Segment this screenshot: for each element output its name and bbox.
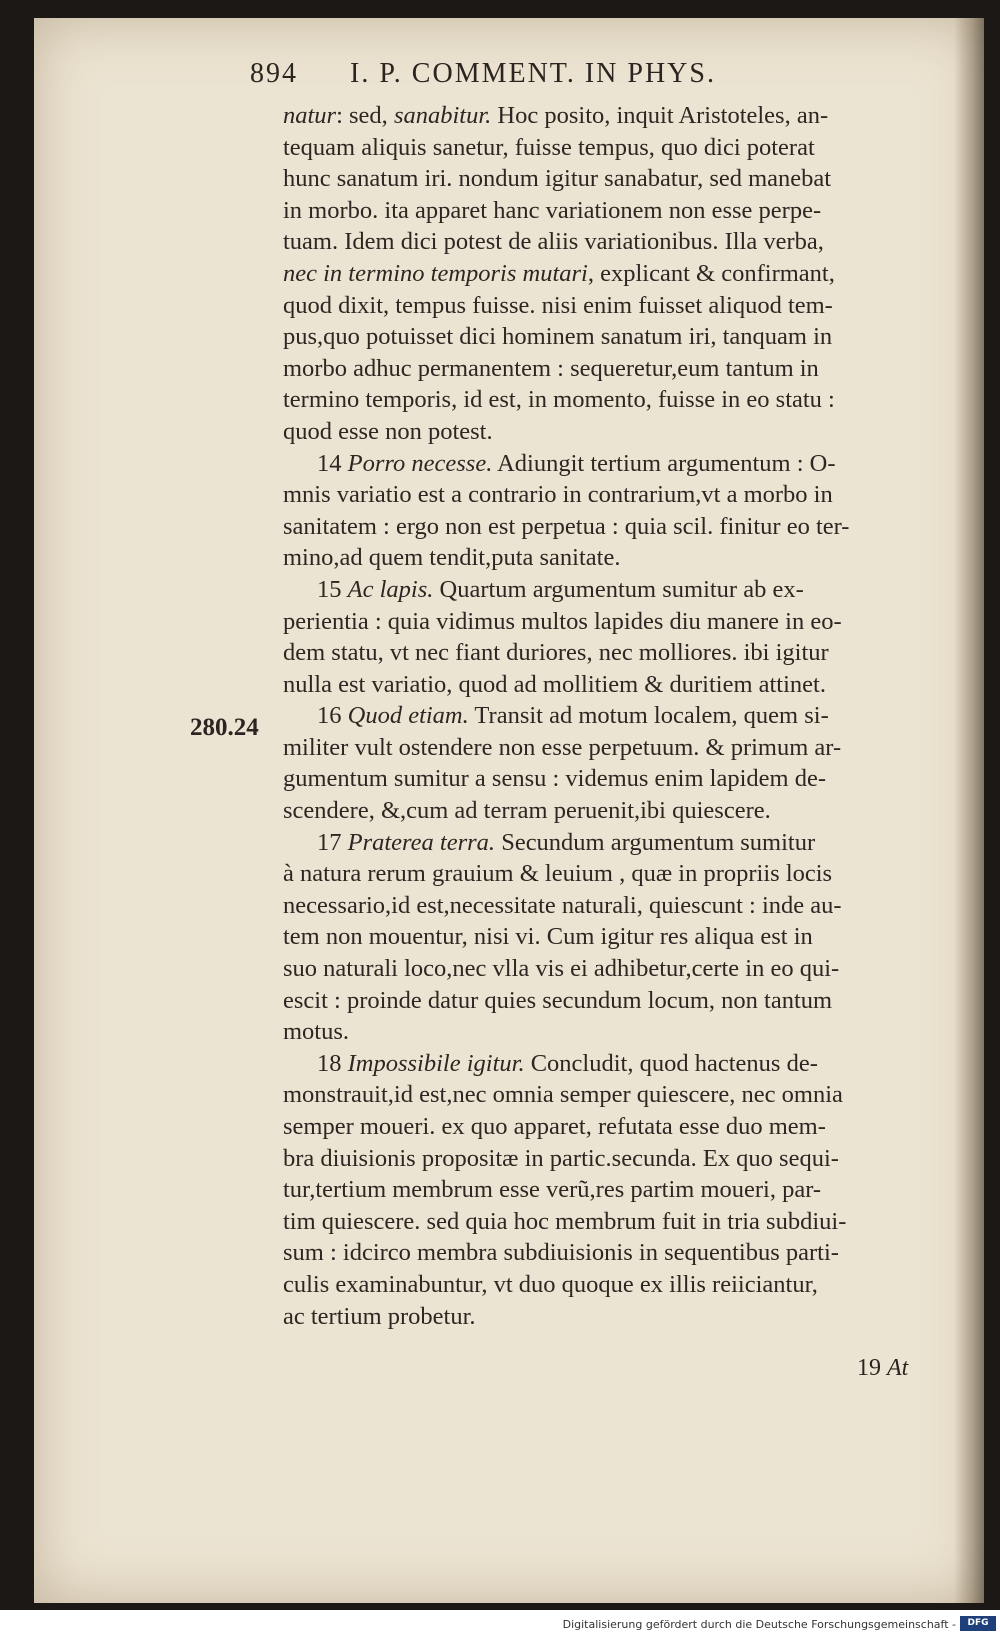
text-line: [283, 953, 928, 985]
text-line: [283, 827, 928, 859]
line-text: tem non mouentur, nisi vi. Cum igitur res aliqua est in: [283, 923, 813, 951]
line-text: dem statu, vt nec fiant duriores, nec molliores. ibi igitur: [283, 639, 829, 667]
line-text: militer vult ostendere non esse perpetuum. & primum ar-: [283, 733, 842, 761]
line-text: tur,tertium membrum esse verũ,res partim moueri, par-: [283, 1176, 822, 1204]
line-text: escit : proinde datur quies secundum locum, non tantum: [283, 986, 833, 1014]
text-line: [283, 763, 928, 795]
paragraph-number: 18: [317, 1049, 342, 1077]
lemma: Porro necesse.: [347, 449, 493, 477]
line-text: sum : idcirco membra subdiuisionis in sequentibus parti-: [283, 1239, 839, 1267]
text-line: [283, 1048, 928, 1080]
text-line: [283, 479, 928, 511]
text-line: [283, 163, 928, 195]
text-line: [283, 1301, 928, 1333]
line-text: quod esse non potest.: [283, 417, 493, 445]
line-text: quod dixit, tempus fuisse. nisi enim fuisset aliquod tem-: [283, 291, 833, 319]
lemma: nec in termino temporis mutari: [283, 259, 588, 287]
text-line: [283, 732, 928, 764]
running-title: I. P. COMMENT. IN PHYS.: [350, 58, 716, 89]
line-text: , explicant & confirmant,: [587, 259, 835, 287]
text-line: [283, 353, 928, 385]
line-text: gumentum sumitur a sensu : videmus enim lapidem de-: [283, 765, 826, 793]
line-text: morbo adhuc permanentem : sequeretur,eum tantum in: [283, 354, 819, 382]
line-text: Secundum argumentum sumitur: [495, 828, 816, 856]
text-line: [283, 1079, 928, 1111]
text-line: [283, 100, 928, 132]
line-text: in morbo. ita apparet hanc variationem non esse perpe-: [283, 196, 822, 224]
text-line: [283, 858, 928, 890]
catchword-number: 19: [857, 1355, 881, 1381]
text-line: [283, 416, 928, 448]
paragraph-number: 15: [317, 575, 342, 603]
line-text: perientia : quia vidimus multos lapides diu manere in eo-: [283, 607, 842, 635]
line-text: culis examinabuntur, vt duo quoque ex illis reiiciantur,: [283, 1270, 818, 1298]
paragraph-number: 17: [317, 828, 342, 856]
text-line: [283, 258, 928, 290]
dfg-logo: DFG: [960, 1616, 996, 1631]
page-number: 894: [250, 58, 298, 89]
text-line: [283, 195, 928, 227]
text-line: [283, 1174, 928, 1206]
paragraph-number: 14: [317, 449, 342, 477]
text-line: [283, 795, 928, 827]
line-text: scendere, &,cum ad terram peruenit,ibi quiescere.: [283, 797, 771, 825]
line-text: semper moueri. ex quo apparet, refutata esse duo mem-: [283, 1113, 826, 1140]
text-line: [283, 1269, 928, 1301]
line-text: tim quiescere. sed quia hoc membrum fuit in tria subdiui-: [283, 1207, 847, 1235]
lemma: Ac lapis.: [347, 575, 434, 603]
lemma: natur: [283, 102, 337, 129]
text-line: [283, 985, 928, 1017]
text-line: [283, 921, 928, 953]
text-line: [283, 290, 928, 322]
line-text: Quartum argumentum sumitur ab ex-: [433, 575, 804, 603]
line-text: à natura rerum grauium & leuium , quæ in propriis locis: [283, 860, 833, 888]
catchword: [857, 1355, 908, 1382]
text-line: [283, 1206, 928, 1238]
text-line: [283, 700, 928, 732]
line-text: mnis variatio est a contrario in contrarium,vt a morbo in: [283, 481, 833, 509]
digitization-credit: Digitalisierung gefördert durch die Deutsche Forschungsgemeinschaft -: [562, 1618, 956, 1631]
line-text: pus,quo potuisset dici hominem sanatum iri, tanquam in: [283, 323, 833, 351]
text-line: [283, 574, 928, 606]
line-text: tequam aliquis sanetur, fuisse tempus, quo dici poterat: [283, 133, 815, 161]
lemma: Impossibile igitur.: [347, 1049, 525, 1077]
line-text: Adiungit tertium argumentum : O-: [492, 449, 836, 477]
text-line: [283, 1016, 928, 1048]
line-text: sanitatem : ergo non est perpetua : quia scil. finitur eo ter-: [283, 512, 850, 540]
line-text: : sed,: [336, 102, 394, 129]
page-header: [250, 58, 870, 94]
line-text: hunc sanatum iri. nondum igitur sanabatur, sed manebat: [283, 165, 832, 193]
margin-reference: 280.24: [190, 714, 259, 741]
line-text: mino,ad quem tendit,puta sanitate.: [283, 544, 621, 572]
line-text: tuam. Idem dici potest de aliis variationibus. Illa verba,: [283, 228, 824, 256]
text-line: [283, 890, 928, 922]
lemma: sanabitur.: [393, 102, 492, 129]
text-line: [283, 542, 928, 574]
line-text: motus.: [283, 1018, 350, 1046]
line-text: suo naturali loco,nec vlla vis ei adhibetur,certe in eo qui-: [283, 955, 840, 983]
line-text: Transit ad motum localem, quem si-: [468, 702, 829, 730]
text-line: [283, 637, 928, 669]
paragraph-number: 16: [317, 702, 342, 730]
commentary-text: [283, 100, 928, 1332]
line-text: bra diuisionis propositæ in partic.secunda. Ex quo sequi-: [283, 1144, 839, 1172]
text-line: [283, 384, 928, 416]
line-text: termino temporis, id est, in momento, fuisse in eo statu :: [283, 386, 835, 414]
line-text: ac tertium probetur.: [283, 1302, 476, 1330]
text-line: [283, 132, 928, 164]
page-edge-shadow: [954, 18, 984, 1603]
line-text: Concludit, quod hactenus de-: [524, 1049, 818, 1077]
catchword-lemma: At: [887, 1355, 909, 1381]
lemma: Praterea terra.: [347, 828, 496, 856]
text-line: [283, 1237, 928, 1269]
text-line: [283, 669, 928, 701]
text-line: [283, 321, 928, 353]
text-line: [283, 511, 928, 543]
text-line: [283, 1143, 928, 1175]
line-text: monstrauit,id est,nec omnia semper quiescere, nec omnia: [283, 1081, 843, 1109]
line-text: nulla est variatio, quod ad mollitiem & duritiem attinet.: [283, 670, 826, 698]
text-line: [283, 448, 928, 480]
text-line: [283, 1111, 928, 1143]
text-line: [283, 226, 928, 258]
lemma: Quod etiam.: [347, 702, 469, 730]
line-text: Hoc posito, inquit Aristoteles, an-: [491, 102, 829, 129]
text-line: [283, 606, 928, 638]
line-text: necessario,id est,necessitate naturali, quiescunt : inde au-: [283, 891, 842, 919]
